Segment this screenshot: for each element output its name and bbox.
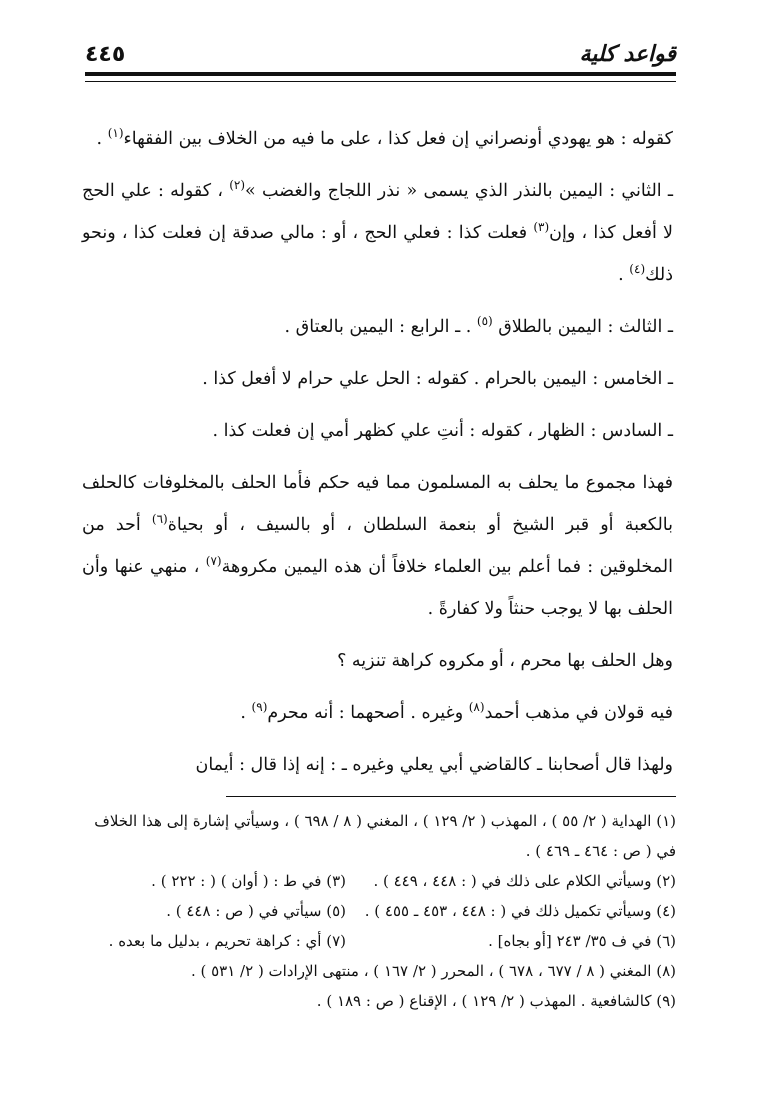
paragraph-9: ولهذا قال أصحابنا ـ كالقاضي أبي يعلي وغيره ـ : إنه إذا قال : أيمان bbox=[195, 755, 673, 775]
footnote-ref-1[interactable]: (١) bbox=[107, 126, 124, 141]
paragraph-5: ـ السادس : الظهار ، كقوله : أنتِ علي كظهر أمي إن فعلت كذا . bbox=[212, 421, 673, 441]
footnote-ref-7[interactable]: (٧) bbox=[205, 554, 222, 569]
header-rule-thick bbox=[85, 72, 676, 76]
footnote-3: (٣) في ط : ( أوان ) ( : ٢٢٢ ) . bbox=[151, 872, 346, 890]
paragraph-7: وهل الحلف بها محرم ، أو مكروه كراهة تنزيه ؟ bbox=[337, 651, 673, 671]
footnote-ref-2[interactable]: (٢) bbox=[229, 178, 246, 193]
paragraph-2: ـ الثاني : اليمين بالنذر الذي يسمى « نذر اللجاج والغضب »$^{(٢)}$ ، كقوله : علي الحج لا أفعل كذا ، وإن$^{(٣)}$ فعلت كذا : فعلي الحج ، أو : مالي صدقة إن فعلت كذا ، ونحو ذلك$^{(٤)}$ . bbox=[82, 178, 673, 285]
footnote-row bbox=[82, 896, 676, 926]
page-header bbox=[85, 40, 676, 70]
footnote-separator bbox=[226, 796, 676, 797]
footnote-8: (٨) المغني ( ٨ / ٦٧٧ ، ٦٧٨ ) ، المحرر ( ٢/ ١٦٧ ) ، منتهى الإرادات ( ٢/ ٥٣١ ) . bbox=[190, 962, 676, 980]
footnote-ref-6[interactable]: (٦) bbox=[151, 512, 168, 527]
footnote-1: (١) الهداية ( ٢/ ٥٥ ) ، المهذب ( ٢/ ١٢٩ ) ، المغني ( ٨ / ٦٩٨ ) ، وسيأتي إشارة إلى هذا الخلاف في ( ص : ٤٦٤ ـ ٤٦٩ ) . bbox=[94, 812, 676, 860]
paragraph-3: ـ الثالث : اليمين بالطلاق $^{(٥)}$ . ـ الرابع : اليمين بالعتاق . bbox=[284, 314, 673, 337]
footnote-2: (٢) وسيأتي الكلام على ذلك في ( : ٤٤٨ ، ٤٤٩ ) . bbox=[373, 872, 676, 890]
footnote-ref-5[interactable]: (٥) bbox=[476, 314, 493, 329]
footnote-ref-3[interactable]: (٣) bbox=[533, 220, 550, 235]
footnote-ref-4[interactable]: (٤) bbox=[629, 262, 646, 277]
footnote-6: (٦) في ف ٣٥/ ٢٤٣ [أو بجاه] . bbox=[488, 932, 676, 950]
footnote-5: (٥) سيأتي في ( ص : ٤٤٨ ) . bbox=[166, 902, 346, 920]
footnotes bbox=[82, 806, 676, 1016]
footnote-9: (٩) كالشافعية . المهذب ( ٢/ ١٢٩ ) ، الإقناع ( ص : ١٨٩ ) . bbox=[316, 992, 676, 1010]
running-title: قواعد كلية bbox=[579, 42, 676, 67]
paragraph-1: كقوله : هو يهودي أونصراني إن فعل كذا ، على ما فيه من الخلاف بين الفقهاء$^{(١)}$ . bbox=[96, 126, 673, 149]
header-rule-thin bbox=[85, 81, 676, 82]
paragraph-4: ـ الخامس : اليمين بالحرام . كقوله : الحل علي حرام لا أفعل كذا . bbox=[202, 369, 673, 389]
footnote-row bbox=[82, 926, 676, 956]
footnote-7: (٧) أي : كراهة تحريم ، بدليل ما بعده . bbox=[108, 932, 346, 950]
footnote-ref-8[interactable]: (٨) bbox=[468, 700, 485, 715]
paragraph-8: فيه قولان في مذهب أحمد$^{(٨)}$ وغيره . أصحهما : أنه محرم$^{(٩)}$ . bbox=[240, 700, 673, 723]
footnote-4: (٤) وسيأتي تكميل ذلك في ( : ٤٤٨ ، ٤٥٣ ـ ٤٥٥ ) . bbox=[364, 902, 676, 920]
main-text bbox=[82, 118, 673, 786]
footnote-ref-9[interactable]: (٩) bbox=[251, 700, 268, 715]
paragraph-6: فهذا مجموع ما يحلف به المسلمون مما فيه حكم فأما الحلف بالمخلوفات كالحلف بالكعبة أو قبر الشيخ أو بنعمة السلطان ، أو بالسيف ، أو بحياة$^{(٦)}$ أحد من المخلوقين : فما أعلم بين العلماء خلافاً أن هذه اليمين مكروهة$^{(٧)}$ ، منهي عنها وأن الحلف بها لا يوجب حنثاً ولا كفارةً . bbox=[82, 473, 674, 619]
page-number: ٤٤٥ bbox=[85, 42, 126, 67]
footnote-row bbox=[82, 866, 676, 896]
